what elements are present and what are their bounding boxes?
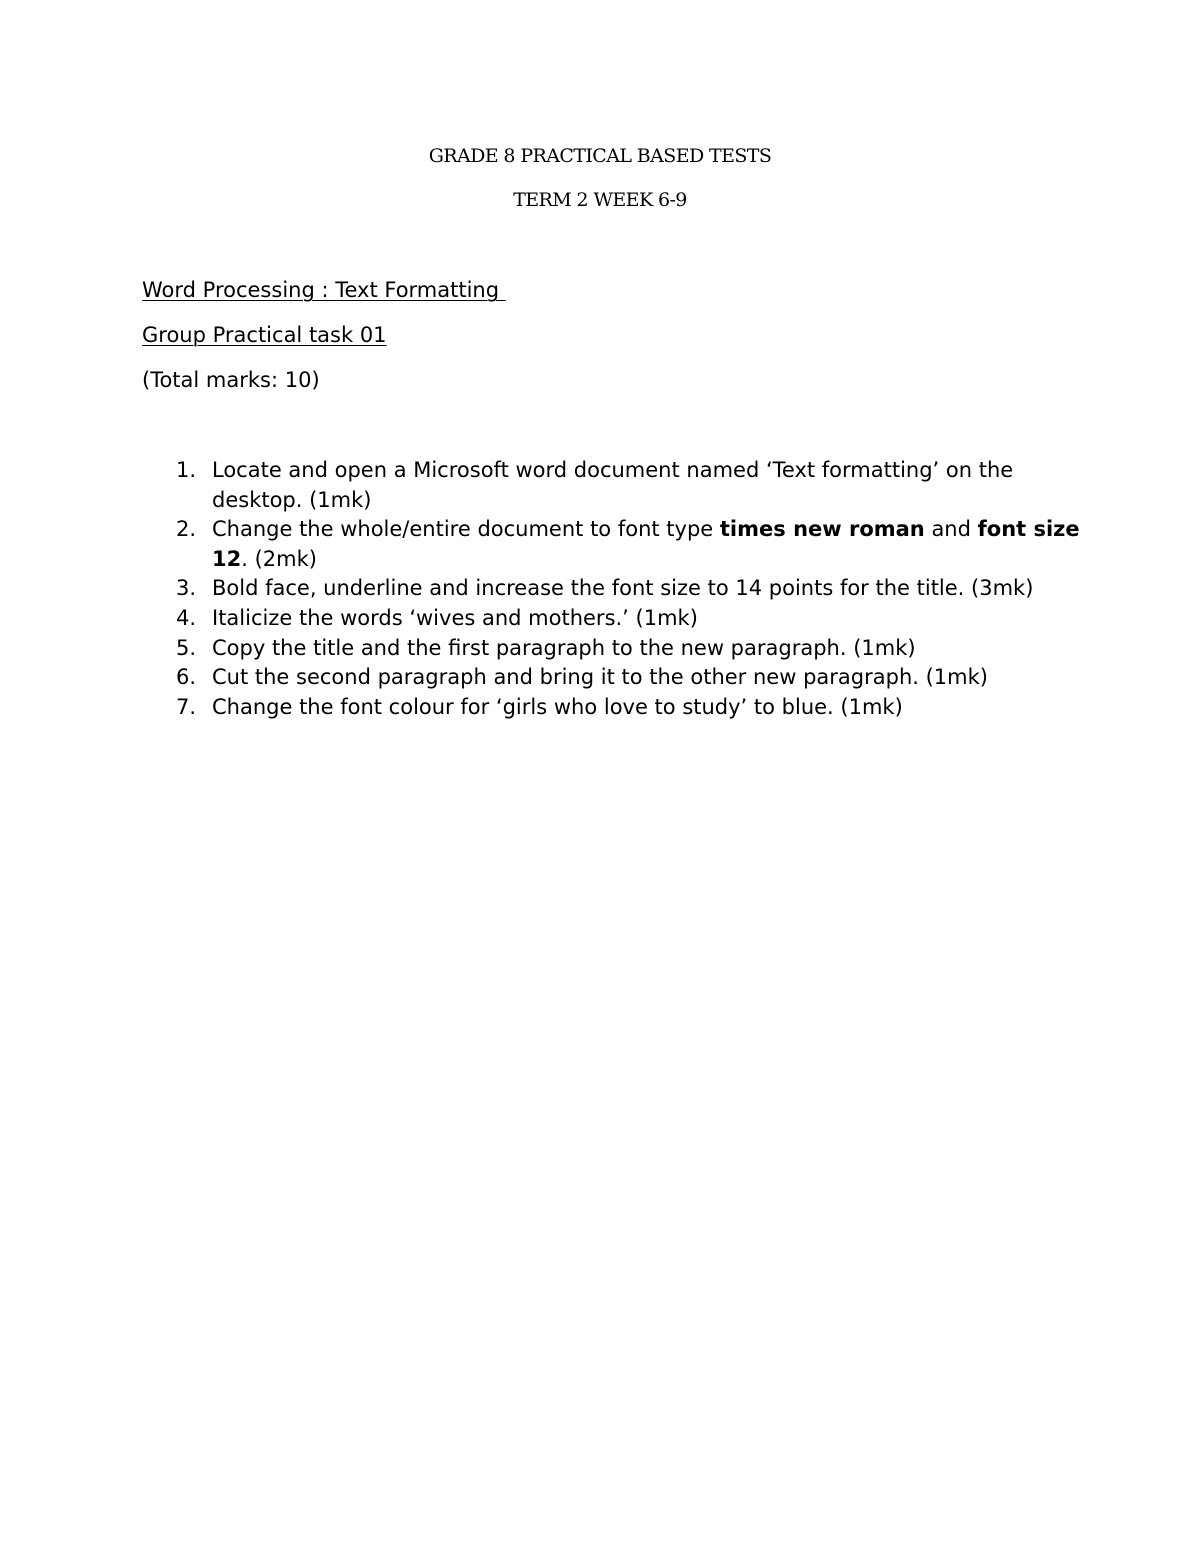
task-item-7 [142,693,1082,723]
header-title: GRADE 8 PRACTICAL BASED TESTS [428,145,772,167]
section-total-marks: (Total marks: 10) [142,368,320,392]
task-text: Locate and open a Microsoft word document named ‘Text formatting’ on the desktop. (1mk) [212,458,1014,512]
task-text-bold: times new roman [719,517,925,542]
task-item-5 [142,634,1082,664]
task-number: 3. [176,576,197,601]
task-text: Bold face, underline and increase the font size to 14 points for the title. (3mk) [212,576,1034,601]
section-topic: Word Processing : Text Formatting [142,278,506,302]
task-text: Cut the second paragraph and bring it to the other new paragraph. (1mk) [212,665,988,690]
task-text: Italicize the words ‘wives and mothers.’ (1mk) [212,605,698,630]
task-text: . (2mk) [241,546,317,571]
task-item-2 [142,515,1082,574]
task-text: Change the whole/entire document to font type [212,517,720,542]
task-list [142,456,1082,722]
task-text: and [924,517,978,542]
header-term: TERM 2 WEEK 6-9 [513,189,687,211]
task-text: Copy the title and the first paragraph to the new paragraph. (1mk) [212,635,916,660]
task-text: Change the font colour for ‘girls who love to study’ to blue. (1mk) [212,694,903,719]
task-text-bold: font size 12 [212,517,1080,571]
task-number: 4. [176,605,197,630]
section-task-title: Group Practical task 01 [142,323,387,347]
task-item-6 [142,663,1082,693]
task-number: 6. [176,665,197,690]
task-item-3 [142,574,1082,604]
task-number: 2. [176,517,197,542]
task-number: 7. [176,694,197,719]
task-item-4 [142,604,1082,634]
task-item-1 [142,456,1082,515]
task-number: 5. [176,635,197,660]
task-number: 1. [176,458,197,482]
